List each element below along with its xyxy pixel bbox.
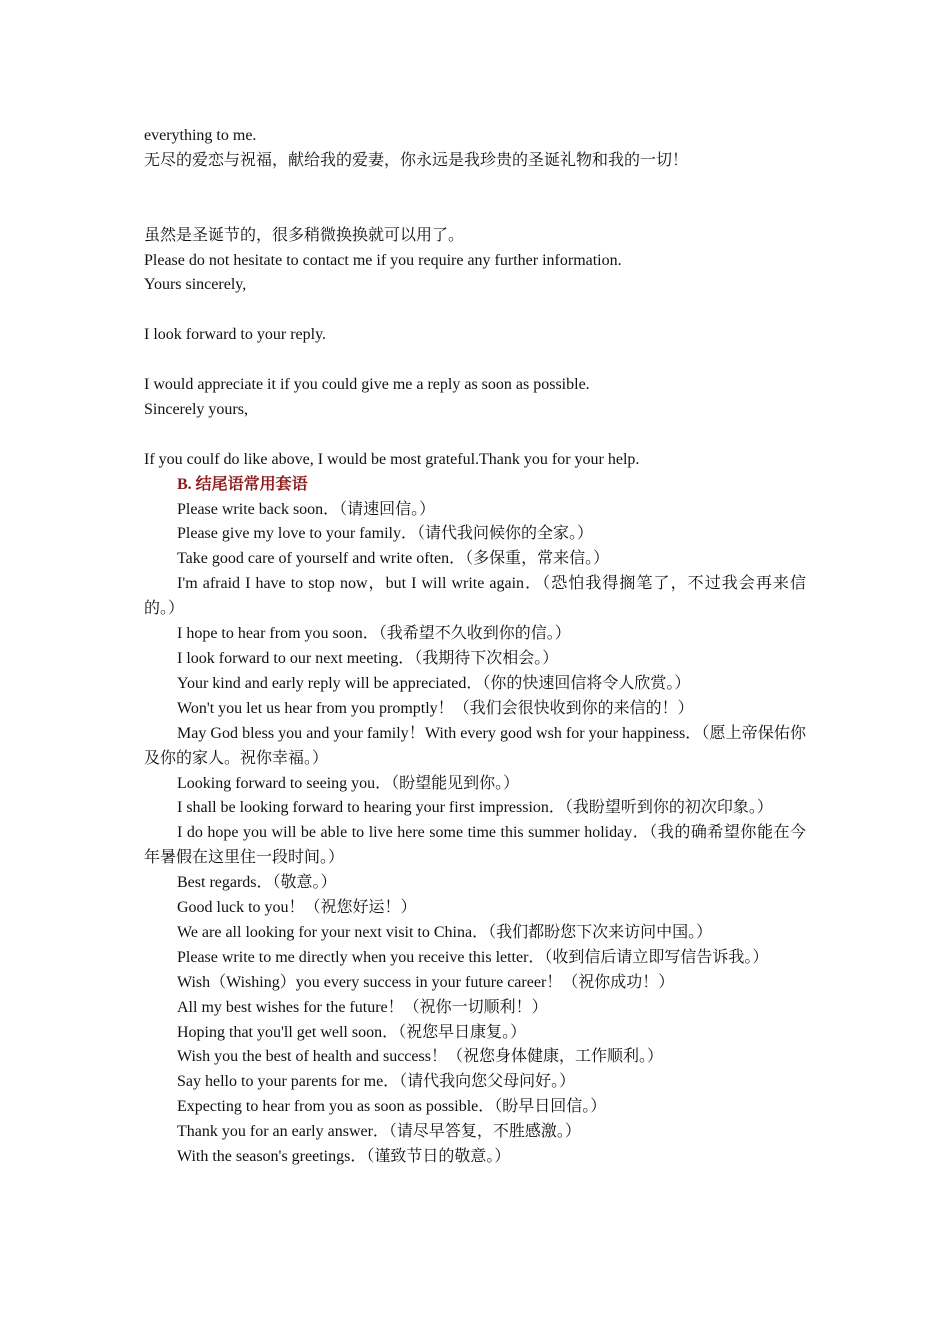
spacer <box>144 348 806 373</box>
phrase-item: I'm afraid I have to stop now，but I will write again．（恐怕我得搁笔了，不过我会再来信的。） <box>144 575 806 618</box>
phrase-item: With the season's greetings．（谨致节日的敬意。） <box>177 1148 511 1166</box>
sign-off-2: Sincerely yours, <box>144 400 248 418</box>
phrase-item: All my best wishes for the future！（祝你一切顺利！） <box>177 998 548 1016</box>
closing-sentence-2: I look forward to your reply. <box>144 326 327 344</box>
phrase-item: I shall be looking forward to hearing your first impression．（我盼望听到你的初次印象。） <box>177 799 773 817</box>
document-page <box>144 124 806 1170</box>
phrase-item: I do hope you will be able to live here some time this summer holiday．（我的确希望你能在今年暑假在这里住一段时间。） <box>144 824 806 867</box>
phrase-item: Your kind and early reply will be appreciated．（你的快速回信将令人欣赏。） <box>177 674 691 692</box>
intro-line-1: everything to me. <box>144 127 257 144</box>
phrase-item: Say hello to your parents for me．（请代我向您父母问好。） <box>177 1073 576 1091</box>
phrase-item: I look forward to our next meeting．（我期待下次相会。） <box>177 649 559 667</box>
phrase-item: Thank you for an early answer．（请尽早答复，不胜感激。） <box>177 1123 581 1141</box>
intro-line-2: 无尽的爱恋与祝福，献给我的爱妻，你永远是我珍贵的圣诞礼物和我的一切！ <box>144 151 689 169</box>
phrase-item: Good luck to you！（祝您好运！） <box>177 899 417 917</box>
spacer <box>144 174 806 224</box>
phrase-item: Looking forward to seeing you．（盼望能见到你。） <box>177 774 520 792</box>
phrase-item: Please give my love to your family．（请代我问候你的全家。） <box>177 525 593 543</box>
phrase-item: Please write back soon．（请速回信。） <box>177 500 436 518</box>
phrase-item: Best regards．（敬意。） <box>177 874 337 892</box>
phrase-item: May God bless you and your family！With every good wsh for your happiness．（愿上帝保佑你及你的家人。祝你幸福。） <box>144 724 806 767</box>
closing-sentence-1: Please do not hesitate to contact me if you require any further information. <box>144 251 622 269</box>
phrase-item: Won't you let us hear from you promptly！（我们会很快收到你的来信的！） <box>177 699 694 717</box>
spacer <box>144 423 806 448</box>
section-heading: B. 结尾语常用套语 <box>177 475 308 493</box>
phrase-list <box>144 498 806 1170</box>
note-line: 虽然是圣诞节的，很多稍微换换就可以用了。 <box>144 226 465 244</box>
phrase-item: Wish you the best of health and success！（祝您身体健康，工作顺利。） <box>177 1048 663 1066</box>
closing-sentence-3: I would appreciate it if you could give me a reply as soon as possible. <box>144 376 590 394</box>
phrase-item: I hope to hear from you soon．（我希望不久收到你的信。） <box>177 625 571 643</box>
spacer <box>144 298 806 323</box>
sign-off-1: Yours sincerely, <box>144 276 247 294</box>
phrase-item: We are all looking for your next visit to China．（我们都盼您下次来访问中国。） <box>177 923 713 941</box>
closing-sentence-4: If you coulf do like above, I would be most grateful.Thank you for your help. <box>144 450 640 468</box>
phrase-item: Please write to me directly when you receive this letter．（收到信后请立即写信告诉我。） <box>177 948 769 966</box>
phrase-item: Take good care of yourself and write often．（多保重，常来信。） <box>177 550 610 568</box>
phrase-item: Expecting to hear from you as soon as possible．（盼早日回信。） <box>177 1098 607 1116</box>
phrase-item: Hoping that you'll get well soon．（祝您早日康复。） <box>177 1023 527 1041</box>
phrase-item: Wish（Wishing）you every success in your future career！（祝你成功！） <box>177 973 675 991</box>
